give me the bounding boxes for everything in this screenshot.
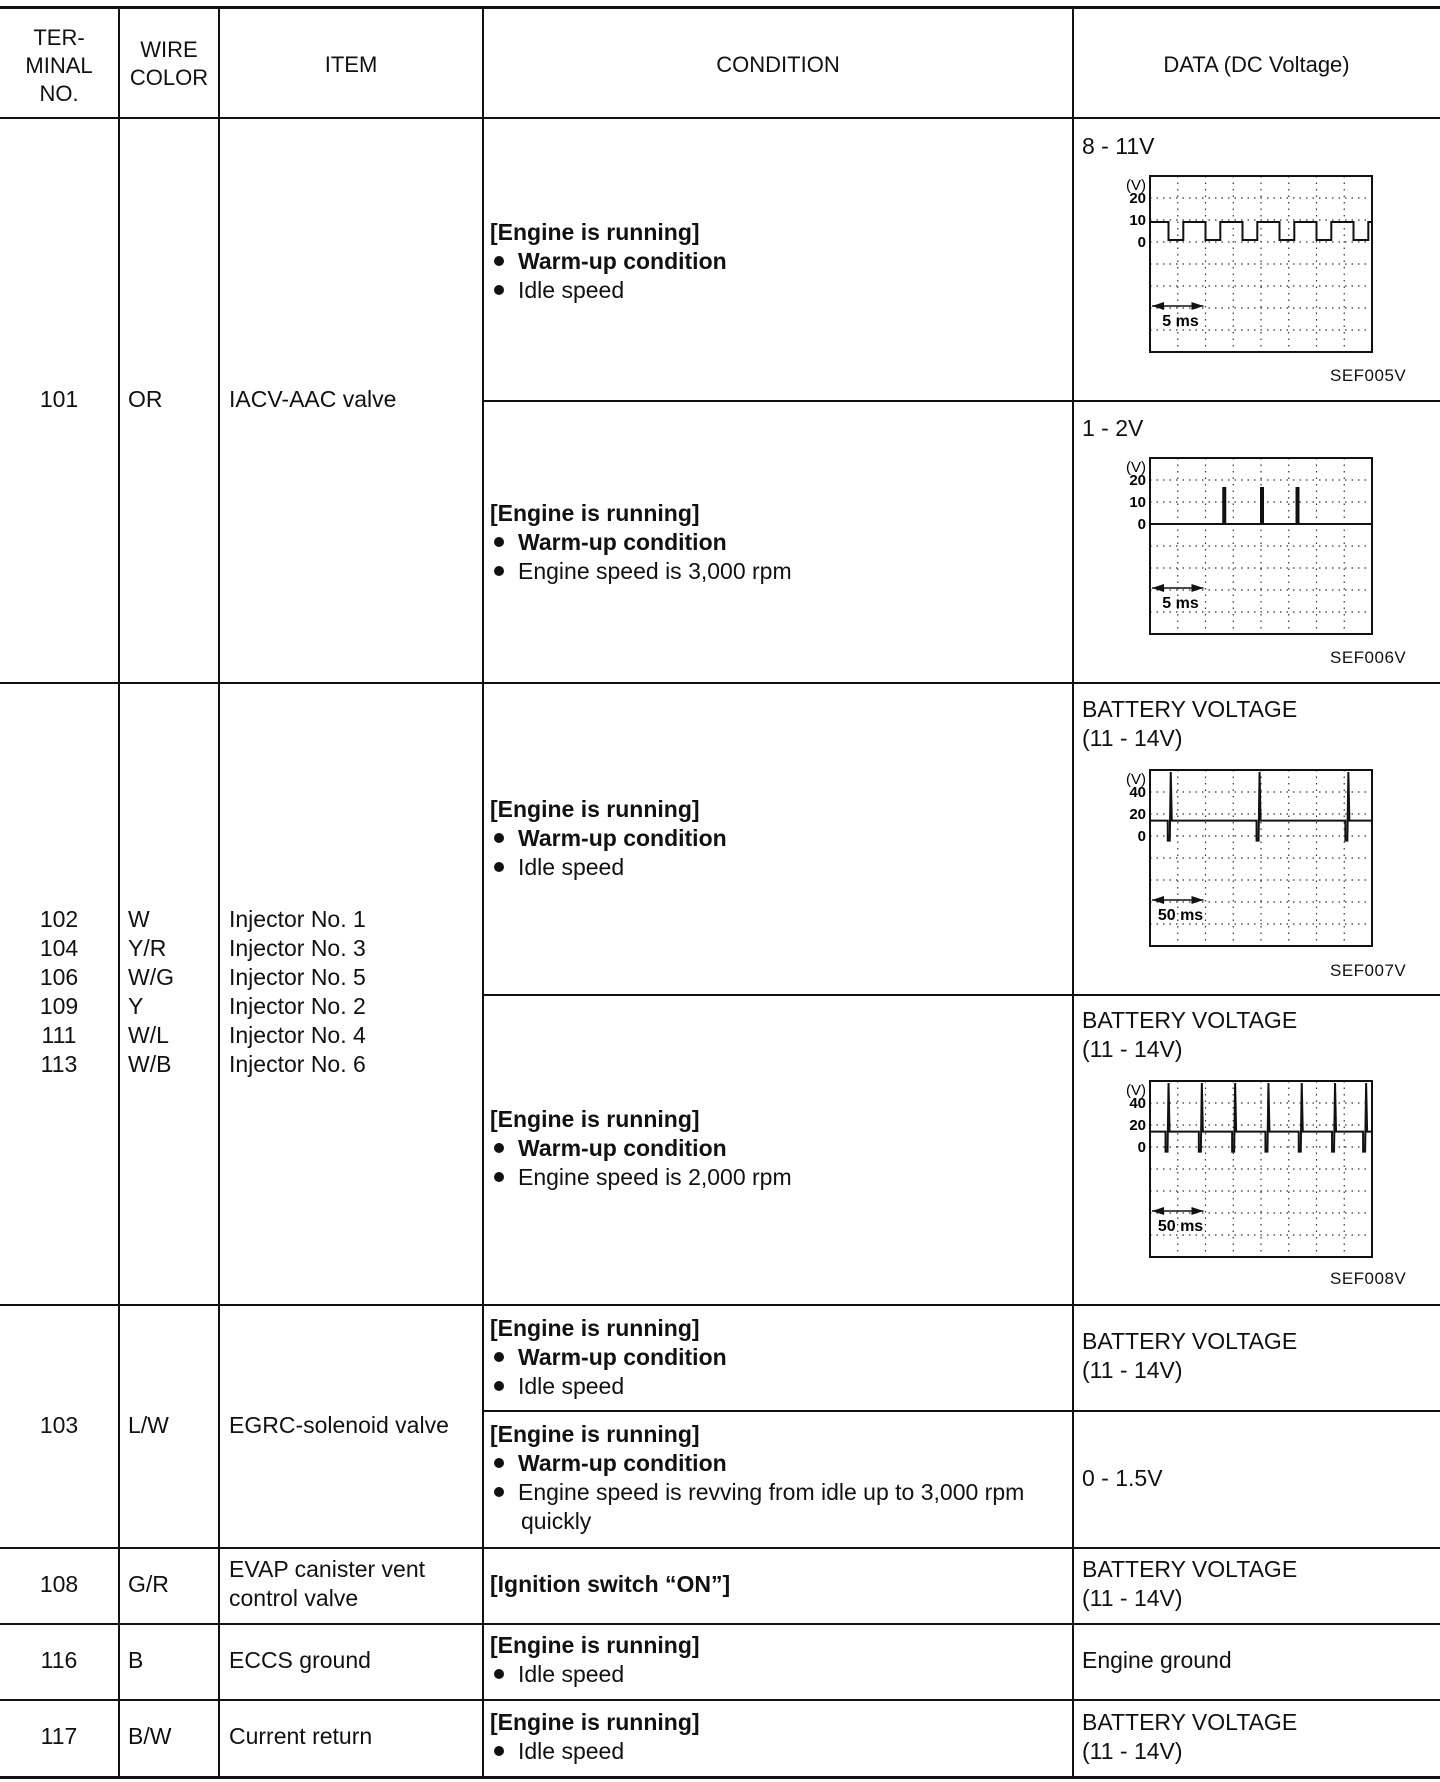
condition-bullet: Engine speed is revving from idle up to 3,000 rpm xyxy=(490,1478,1024,1507)
row-divider xyxy=(0,1547,1440,1549)
bullet-icon xyxy=(494,1381,504,1391)
condition-bullet: Idle speed xyxy=(490,1660,700,1689)
bullet-icon xyxy=(494,1143,504,1153)
wire-color: B xyxy=(128,1647,144,1673)
waveform-trace xyxy=(1150,772,1372,841)
arrow-right-icon xyxy=(1192,896,1204,904)
table-bottom-rule xyxy=(0,1776,1440,1779)
item-name: EGRC-solenoid valve xyxy=(229,1412,449,1438)
condition-bullet: Engine speed is 3,000 rpm xyxy=(490,557,792,586)
figure-code: SEF005V xyxy=(1330,366,1407,385)
item-name: Current return xyxy=(229,1723,373,1749)
condition-bullet: Warm-up condition xyxy=(490,528,792,557)
y-tick-label: 40 xyxy=(1129,1095,1146,1112)
condition-bullet: Idle speed xyxy=(490,276,727,305)
data-value: Engine ground xyxy=(1082,1647,1232,1673)
item-name-list: Injector No. 1 Injector No. 3 Injector No. 5 Injector No. 2 Injector No. 4 Injector No. 6 xyxy=(229,906,366,1077)
item-name: ECCS ground xyxy=(229,1647,371,1673)
header-wire-color: WIRE COLOR xyxy=(129,37,209,90)
row-divider xyxy=(0,682,1440,684)
wire-color: OR xyxy=(128,386,163,412)
data-value: 1 - 2V xyxy=(1082,415,1144,441)
y-unit-label: (V) xyxy=(1126,177,1146,194)
header-data: DATA (DC Voltage) xyxy=(1163,52,1350,77)
header-terminal-no: TER- MINAL NO. xyxy=(25,25,93,106)
bullet-icon xyxy=(494,566,504,576)
column-rule xyxy=(1072,8,1074,1778)
arrow-left-icon xyxy=(1152,302,1164,310)
arrow-right-icon xyxy=(1192,302,1204,310)
terminal-number-list: 102 104 106 109 111 113 xyxy=(39,906,79,1077)
data-value: BATTERY VOLTAGE (11 - 14V) xyxy=(1082,1328,1298,1383)
wire-color: G/R xyxy=(128,1571,169,1597)
row-divider xyxy=(483,400,1440,402)
bullet-icon xyxy=(494,537,504,547)
data-value: BATTERY VOLTAGE (11 - 14V) xyxy=(1082,696,1298,751)
header-bottom-rule xyxy=(0,117,1440,119)
condition-bullet-continuation: quickly xyxy=(521,1508,592,1534)
oscilloscope-figure xyxy=(1110,1075,1380,1265)
y-tick-label: 40 xyxy=(1129,784,1146,801)
bullet-icon xyxy=(494,1669,504,1679)
table-top-rule xyxy=(0,6,1440,9)
condition-title: [Engine is running] xyxy=(490,219,700,245)
bullet-icon xyxy=(494,285,504,295)
condition-bullet: Idle speed xyxy=(490,1372,727,1401)
y-tick-label: 0 xyxy=(1137,516,1146,533)
condition-title: [Engine is running] xyxy=(490,1632,700,1658)
waveform-trace xyxy=(1150,488,1372,524)
wire-color-list: W Y/R W/G Y W/L W/B xyxy=(128,906,174,1077)
oscilloscope-figure xyxy=(1110,764,1380,954)
y-tick-label: 0 xyxy=(1137,828,1146,845)
time-scale-label: 5 ms xyxy=(1162,313,1199,330)
terminal-number: 103 xyxy=(39,1412,79,1438)
terminal-number: 117 xyxy=(40,1723,78,1749)
terminal-number: 108 xyxy=(39,1571,79,1597)
bullet-icon xyxy=(494,1172,504,1182)
y-unit-label: (V) xyxy=(1126,459,1146,476)
y-tick-label: 20 xyxy=(1129,806,1146,823)
y-tick-label: 20 xyxy=(1129,1117,1146,1134)
oscilloscope-figure xyxy=(1110,170,1380,360)
bullet-icon xyxy=(494,862,504,872)
condition-bullet: Idle speed xyxy=(490,1737,700,1766)
arrow-right-icon xyxy=(1192,584,1204,592)
y-unit-label: (V) xyxy=(1126,1082,1146,1099)
figure-code: SEF008V xyxy=(1330,1269,1407,1288)
wire-color: B/W xyxy=(128,1723,172,1749)
arrow-left-icon xyxy=(1152,1207,1164,1215)
column-rule xyxy=(218,8,220,1778)
condition-bullet: Warm-up condition xyxy=(490,1449,1024,1478)
y-tick-label: 20 xyxy=(1129,190,1146,207)
bullet-icon xyxy=(494,1352,504,1362)
condition-title: [Engine is running] xyxy=(490,1421,700,1447)
row-divider xyxy=(483,1410,1440,1412)
condition-title: [Engine is running] xyxy=(490,500,700,526)
condition-block xyxy=(490,1314,727,1401)
condition-block xyxy=(490,795,727,882)
column-rule xyxy=(118,8,120,1778)
y-tick-label: 0 xyxy=(1137,234,1146,251)
header-item: ITEM xyxy=(324,52,378,77)
bullet-icon xyxy=(494,1458,504,1468)
condition-bullet: Engine speed is 2,000 rpm xyxy=(490,1163,792,1192)
data-value: 0 - 1.5V xyxy=(1082,1465,1163,1491)
condition-block xyxy=(490,218,727,305)
arrow-left-icon xyxy=(1152,896,1164,904)
arrow-right-icon xyxy=(1192,1207,1204,1215)
condition-bullet: Warm-up condition xyxy=(490,247,727,276)
time-scale-label: 50 ms xyxy=(1157,907,1204,924)
data-value: BATTERY VOLTAGE (11 - 14V) xyxy=(1082,1709,1298,1764)
condition-bullet: Warm-up condition xyxy=(490,824,727,853)
condition-title: [Engine is running] xyxy=(490,1106,700,1132)
bullet-icon xyxy=(494,1746,504,1756)
figure-code: SEF007V xyxy=(1330,961,1407,980)
terminal-number: 116 xyxy=(40,1647,78,1673)
y-tick-label: 10 xyxy=(1129,212,1146,229)
item-name: EVAP canister vent control valve xyxy=(229,1556,426,1611)
data-value: 8 - 11V xyxy=(1082,133,1155,159)
figure-code: SEF006V xyxy=(1330,648,1407,667)
bullet-icon xyxy=(494,833,504,843)
y-tick-label: 10 xyxy=(1129,494,1146,511)
data-value: BATTERY VOLTAGE (11 - 14V) xyxy=(1082,1556,1298,1611)
time-scale-label: 5 ms xyxy=(1162,595,1199,612)
condition-bullet: Warm-up condition xyxy=(490,1134,792,1163)
header-condition: CONDITION xyxy=(716,52,840,77)
condition-block xyxy=(490,1631,700,1689)
wire-color: L/W xyxy=(128,1412,169,1438)
item-name: IACV-AAC valve xyxy=(229,386,397,412)
y-tick-label: 0 xyxy=(1137,1139,1146,1156)
bullet-icon xyxy=(494,256,504,266)
row-divider xyxy=(0,1623,1440,1625)
condition-title: [Engine is running] xyxy=(490,1315,700,1341)
terminal-number: 101 xyxy=(39,386,79,412)
column-rule xyxy=(482,8,484,1778)
row-divider xyxy=(483,994,1440,996)
oscilloscope-figure xyxy=(1110,452,1380,642)
condition-block xyxy=(490,1420,1024,1536)
condition-block xyxy=(490,499,792,586)
condition-title: [Engine is running] xyxy=(490,796,700,822)
condition-bullet: Warm-up condition xyxy=(490,1343,727,1372)
condition-title: [Engine is running] xyxy=(490,1709,700,1735)
bullet-icon xyxy=(494,1487,504,1497)
y-unit-label: (V) xyxy=(1126,771,1146,788)
y-tick-label: 20 xyxy=(1129,472,1146,489)
condition-block xyxy=(490,1708,700,1766)
condition-bullet: Idle speed xyxy=(490,853,727,882)
data-value: BATTERY VOLTAGE (11 - 14V) xyxy=(1082,1007,1298,1062)
waveform-trace xyxy=(1150,222,1372,240)
row-divider xyxy=(0,1699,1440,1701)
row-divider xyxy=(0,1304,1440,1306)
waveform-trace xyxy=(1150,1083,1372,1152)
condition-title: [Ignition switch “ON”] xyxy=(490,1571,731,1597)
time-scale-label: 50 ms xyxy=(1157,1218,1204,1235)
condition-block xyxy=(490,1105,792,1192)
arrow-left-icon xyxy=(1152,584,1164,592)
